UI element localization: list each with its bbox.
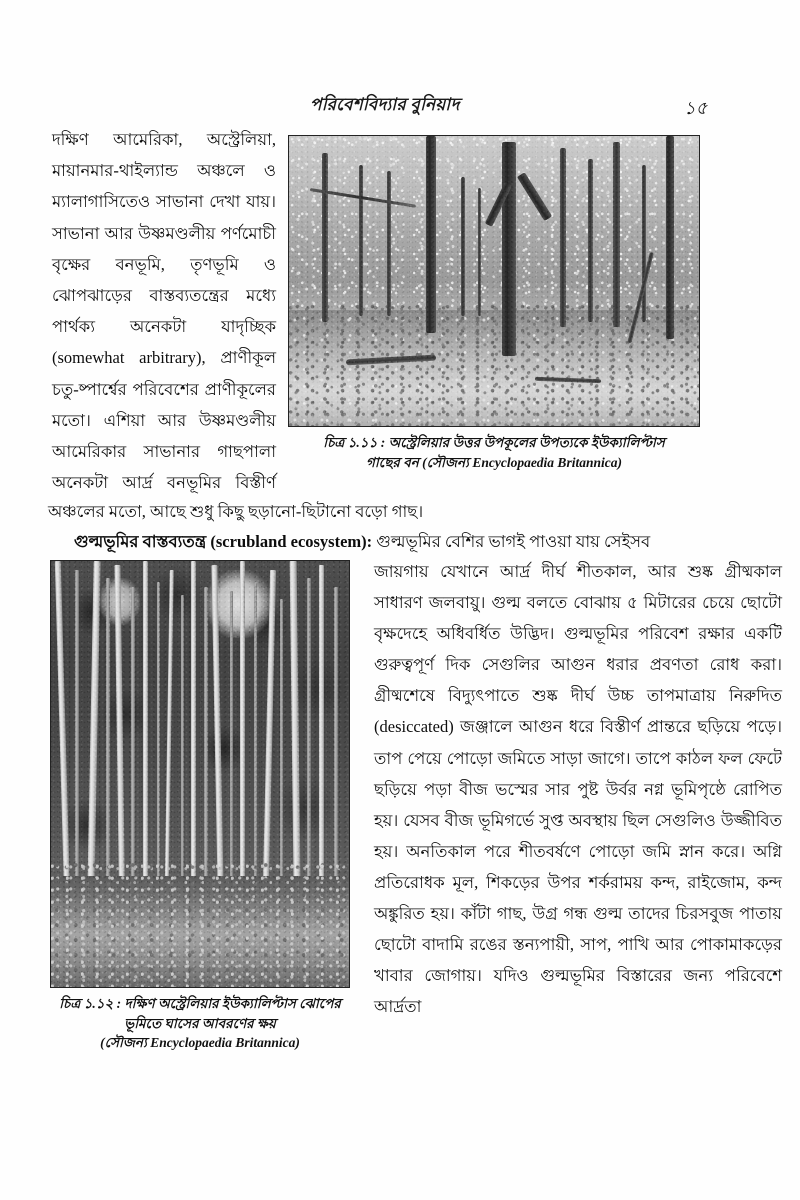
figure-1-12-caption-line-3-pre: (সৌজন্য <box>100 1035 151 1050</box>
left-column-top <box>52 124 276 498</box>
figure-1-11-image <box>288 135 700 427</box>
tree-trunk <box>666 136 674 339</box>
tree-trunk <box>613 142 620 328</box>
right-column <box>374 556 782 1022</box>
figure-1-12-image <box>50 560 350 988</box>
tree-trunk <box>502 142 516 357</box>
section-heading-continuation: গুল্মভূমির বেশির ভাগই পাওয়া যায় সেইসব <box>372 532 651 551</box>
figure-1-11-caption <box>288 433 700 472</box>
tree-trunk <box>280 599 283 897</box>
woodland-leaf-litter <box>289 304 699 426</box>
tree-trunk <box>478 188 482 316</box>
section-heading-scrubland <box>48 526 784 557</box>
tree-trunk <box>322 153 328 321</box>
figure-1-12-caption-line-2: ভূমিতে ঘাসের আবরণের ক্ষয় <box>124 1015 276 1031</box>
figure-1-12-caption-line-3-post: ) <box>295 1035 300 1050</box>
tree-trunk <box>387 171 391 316</box>
tree-trunk <box>461 177 465 316</box>
woodland-leaf-speckle <box>289 136 699 322</box>
paragraph-savanna: দক্ষিণ আমেরিকা, অস্ট্রেলিয়া, মায়ানমার-থাইল্যান্ড অঞ্চলে ও ম্যালাগাসিতেও সাভানা দেখা যায়। সাভানা আর উষ্ণমণ্ডলীয় পর্ণমোচী বৃক্ষের বনভূমি, তৃণভূমি ও ঝোপঝাড়ের বাস্তব্যতন্ত্রের মধ্যে পার্থক্য অনেকটা যাদৃচ্ছিক (somewhat arbitrary), প্রাণীকূল চতু-ষ্পার্শ্বের পরিবেশের প্রাণীকূলের মতো। এশিয়া আর উষ্ণমণ্ডলীয় আমেরিকার সাভানার গাছপালা অনেকটা আর্দ্র বনভূমির বিস্তীর্ণ <box>52 130 276 493</box>
figure-1-11-caption-line-2-post: ) <box>617 454 622 470</box>
figure-1-12-caption <box>50 994 350 1053</box>
figure-1-11-caption-line-1: চিত্র ১.১১ : অস্ট্রেলিয়ার উত্তর উপকূলের উপত্যকে ইউক্যালিপ্টাস <box>323 435 665 450</box>
paragraph-scrubland: জায়গায় যেখানে আর্দ্র দীর্ঘ শীতকাল, আর শুষ্ক গ্রীষ্মকাল সাধারণ জলবায়ু। গুল্ম বলতে বোঝায় ৫ মিটারের চেয়ে ছোটো বৃক্ষদেহে অধিবর্ধিত উদ্ভিদ। গুল্মভূমির পরিবেশ রক্ষার একটি গুরুত্বপূর্ণ দিক সেগুলির আগুন ধরার প্রবণতা রোধ করা। গ্রীষ্মশেষে বিদ্যুৎপাতে শুষ্ক দীর্ঘ উচ্চ তাপমাত্রায় নিরুদিত (desiccated) জঞ্জালে আগুন ধরে বিস্তীর্ণ প্রান্তরে ছড়িয়ে পড়ে। তাপ পেয়ে পোড়ো জমিতে সাড়া জাগে। তাপে কাঠল ফল ফেটে ছড়িয়ে পড়া বীজ ভস্মের সার পুষ্ট উর্বর নগ্ন ভূমিপৃষ্ঠে রোপিত হয়। যেসব বীজ ভূমিগর্ভে সুপ্ত অবস্থায় ছিল সেগুলিও উজ্জীবিত হয়। অনতিকাল পরে শীতবর্ষণে পোড়ো জমি স্নান করে। অগ্নি প্রতিরোধক মূল, শিকড়ের উপর শর্করাময় কন্দ, রাইজোম, কন্দ অঙ্কুরিত হয়। কাঁটা গাছ, উগ্র গন্ধ গুল্ম তাদের চিরসবুজ পাতায় ছোটো বাদামি রঙের স্তন্যপায়ী, সাপ, পাখি আর পোকামাকড়ের খাবার জোগায়। যদিও গুল্মভূমির বিস্তারের জন্য পরিবেশে আর্দ্রতা <box>374 562 782 1017</box>
full-width-run-on-line: অঞ্চলের মতো, আছে শুধু কিছু ছড়ানো-ছিটানো বড়ো গাছ। <box>48 502 424 521</box>
figure-1-11-source-name: Encyclopaedia Britannica <box>472 454 618 470</box>
tree-trunk <box>560 148 567 328</box>
section-heading-bold-lead: গুল্মভূমির বাস্তব্যতন্ত্র (scrubland ecosystem): <box>74 532 373 551</box>
tree-trunk <box>426 136 436 333</box>
ground-brush <box>51 859 349 987</box>
tree-trunk <box>181 595 184 902</box>
figure-1-12-caption-line-1: চিত্র ১.১২ : দক্ষিণ অস্ট্রেলিয়ার ইউক্যালিপ্টাস ঝোপের <box>59 996 341 1011</box>
running-head-title: পরিবেশবিদ্যার বুনিয়াদ <box>310 95 460 114</box>
figure-1-11-caption-line-2-pre: গাছের বন (সৌজন্য <box>366 454 473 470</box>
tree-trunk <box>359 165 364 316</box>
figure-1-12 <box>50 560 350 1053</box>
running-head <box>0 92 800 122</box>
page-number: ১৫ <box>684 98 708 118</box>
figure-1-12-source-name: Encyclopaedia Britannica <box>150 1035 296 1050</box>
tree-trunk <box>588 159 593 321</box>
figure-1-11 <box>288 135 700 472</box>
tree-trunk <box>157 582 160 906</box>
